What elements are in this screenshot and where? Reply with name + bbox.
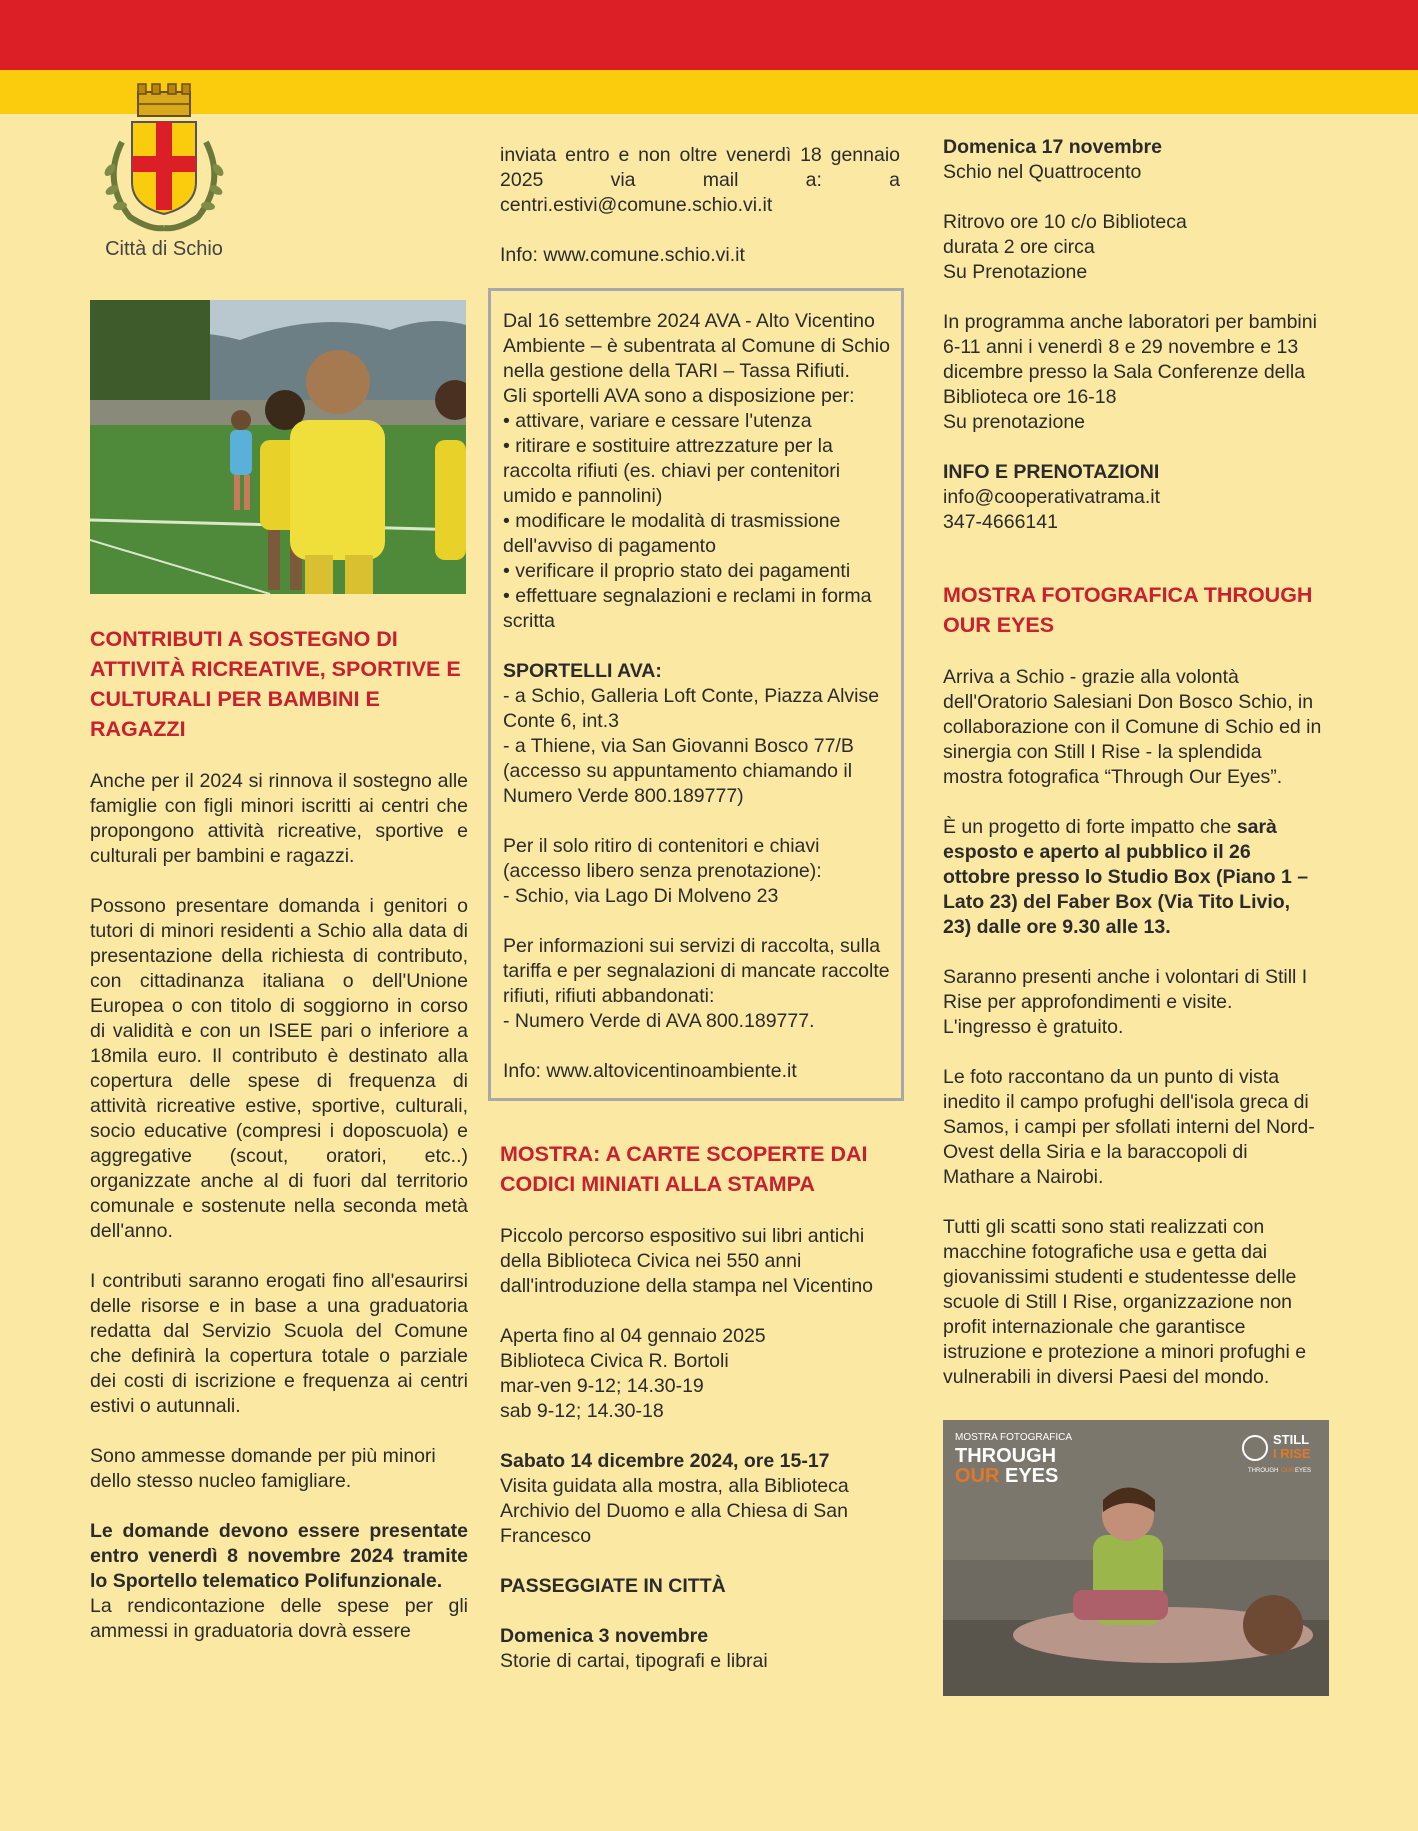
poster-title-eyes: EYES (1005, 1465, 1059, 1487)
walk-2-text: Schio nel Quattrocento (943, 161, 1142, 183)
walks-heading: PASSEGGIATE IN CITTÀ (500, 1575, 726, 1597)
guided-visit (500, 1449, 900, 1549)
poster-tagline-b: OUR (1281, 1468, 1295, 1474)
ava-website: Info: www.altovicentinoambiente.it (503, 1060, 797, 1082)
mostra-hours (500, 1324, 900, 1424)
detail-line: Su Prenotazione (943, 261, 1088, 283)
list-item: • ritirare e sostituire attrezzature per la raccolta rifiuti (es. chiavi per contenitori umido e pannolini) (503, 435, 841, 507)
exhibit-intro: Arriva a Schio - grazie alla volontà dell'Oratorio Salesiani Don Bosco Schio, in collaborazione con il Comune di Schio ed in sinergia con Still I Rise - la splendida mostra fotografica “Through Our Eyes”. (943, 666, 1322, 788)
ava-intro: Dal 16 settembre 2024 AVA - Alto Vicentino Ambiente – è subentrata al Comune di Schio nella gestione della TARI – Tassa Rifiuti. (503, 310, 890, 382)
mostra-fotografica-heading: MOSTRA FOTOGRAFICA THROUGH OUR EYES (943, 583, 1313, 637)
contact-block (943, 460, 1323, 535)
info-block (503, 934, 891, 1034)
contributi-multiple: Sono ammesse domande per più minori dello stesso nucleo famigliare. (90, 1445, 436, 1492)
deadline-rest: La rendicontazione delle spese per gli ammessi in graduatoria dovrà essere (90, 1595, 468, 1642)
contributi-requirements: Possono presentare domanda i genitori o tutori di minori residenti a Schio alla data di presentazione della richiesta di contributo, con cittadinanza italiana o dell'Unione Europea o con titolo di soggiorno in corso di validità e con un ISEE pari o inferiore a 18mila euro. Il contributo è destinato alla copertura delle spese di frequenza di attività ricreative estive, sportive, culturali, socio educative (compresi i doposcuola) e aggregative (scout, oratori, etc..) organizzate anche al di fuori dal territorio comunale e sostenute nella seconda metà dell'anno. (90, 895, 468, 1242)
walk-2-title: Domenica 17 novembre (943, 136, 1162, 158)
ritiro-line: - Schio, via Lago Di Molveno 23 (503, 885, 779, 907)
exhibit-places: Le foto raccontano da un punto di vista inedito il campo profughi dell'isola greca di Samos, i campi per sfollati interni del Nord-Ovest della Siria e la baraccopoli di Mathare a Nairobi. (943, 1066, 1315, 1188)
deadline-bold: Le domande devono essere presentate entro venerdì 8 novembre 2024 tramite lo Sportello telematico Polifunzionale. (90, 1520, 468, 1592)
walk-1 (500, 1624, 900, 1674)
sportelli-line: - a Schio, Galleria Loft Conte, Piazza Alvise Conte 6, int.3 (503, 685, 880, 732)
city-name: Città di Schio (105, 238, 223, 260)
exhibit-dates (943, 815, 1323, 940)
poster-title-our: OUR (955, 1465, 1000, 1487)
ava-services-list (503, 409, 891, 634)
contact-email: info@cooperativatrama.it (943, 486, 1161, 508)
labs-text: In programma anche laboratori per bambini 6-11 anni i venerdì 8 e 29 novembre e 13 dicembre presso la Sala Conferenze della Biblioteca ore 16-18 (943, 311, 1317, 408)
contributi-allocation: I contributi saranno erogati fino all'esaurirsi delle risorse e in base a una graduatoria redatta dal Servizio Scuola del Comune che definirà la copertura totale o parziale dei costi di iscrizione e frequenza ai centri estivi o autunnali. (90, 1270, 468, 1417)
info-line: - Numero Verde di AVA 800.189777. (503, 1010, 815, 1032)
submission-email: inviata entro e non oltre venerdì 18 gennaio 2025 via mail a: a centri.estivi@comune.schio.vi.it (500, 144, 900, 216)
contributi-deadline (90, 1519, 468, 1644)
exhibit-dates-text: È un progetto di forte impatto che (943, 816, 1237, 838)
list-item: • verificare il proprio stato dei pagamenti (503, 560, 851, 582)
ritiro-block (503, 834, 891, 909)
city-logo (90, 82, 238, 282)
list-item: • attivare, variare e cessare l'utenza (503, 410, 812, 432)
contact-phone: 347-4666141 (943, 511, 1058, 533)
contributi-intro: Anche per il 2024 si rinnova il sostegno alle famiglie con figli minori iscritti ai centri che propongono attività ricreative, sportive e culturali per bambini e ragazzi. (90, 770, 468, 867)
coat-of-arms-icon (90, 82, 238, 232)
walk-2-details (943, 210, 1323, 285)
hours-line: Biblioteca Civica R. Bortoli (500, 1350, 729, 1372)
walk-1-title: Domenica 3 novembre (500, 1625, 709, 1647)
walk-2 (943, 135, 1323, 185)
poster-brand-2: I RISE (1273, 1446, 1311, 1461)
hours-line: Aperta fino al 04 gennaio 2025 (500, 1325, 766, 1347)
header-red-band (0, 0, 1418, 70)
visit-text: Visita guidata alla mostra, alla Biblioteca Archivio del Duomo e alla Chiesa di San Francesco (500, 1475, 849, 1547)
poster-title-1: THROUGH (955, 1445, 1057, 1467)
hours-line: sab 9-12; 14.30-18 (500, 1400, 664, 1422)
sportelli-line: - a Thiene, via San Giovanni Bosco 77/B (503, 735, 854, 757)
column-3 (943, 135, 1323, 1696)
list-item: • effettuare segnalazioni e reclami in forma scritta (503, 585, 872, 632)
hours-line: mar-ven 9-12; 14.30-19 (500, 1375, 704, 1397)
column-1 (90, 300, 468, 1644)
ritiro-line: Per il solo ritiro di contenitori e chiavi (accesso libero senza prenotazione): (503, 835, 822, 882)
sportelli-block (503, 659, 891, 809)
sportelli-line: (accesso su appuntamento chiamando il Numero Verde 800.189777) (503, 760, 853, 807)
ava-lead: Gli sportelli AVA sono a disposizione per: (503, 385, 855, 407)
through-our-eyes-poster (943, 1420, 1329, 1696)
exhibit-photographers: Tutti gli scatti sono stati realizzati con macchine fotografiche usa e getta dai giovanissimi studenti e studentesse delle scuole di Still I Rise, organizzazione non profit internazionale che garantisce istruzione e protezione a minori profughi e vulnerabili in diversi Paesi del mondo. (943, 1216, 1307, 1388)
detail-line: durata 2 ore circa (943, 236, 1095, 258)
exhibit-volunteers: Saranno presenti anche i volontari di Still I Rise per approfondimenti e visite. L'ingresso è gratuito. (943, 966, 1308, 1038)
sportelli-title: SPORTELLI AVA: (503, 660, 662, 682)
column-2 (500, 143, 900, 1674)
detail-line: Ritrovo ore 10 c/o Biblioteca (943, 211, 1187, 233)
labs-booking: Su prenotazione (943, 411, 1086, 433)
labs-block (943, 310, 1323, 435)
visit-title: Sabato 14 dicembre 2024, ore 15-17 (500, 1450, 830, 1472)
poster-tagline-c: EYES (1295, 1468, 1312, 1474)
info-comune: Info: www.comune.schio.vi.it (500, 244, 745, 266)
contact-title: INFO E PRENOTAZIONI (943, 461, 1160, 483)
children-football-photo (90, 300, 466, 594)
mostra-carte-heading: MOSTRA: A CARTE SCOPERTE DAI CODICI MINIATI ALLA STAMPA (500, 1142, 868, 1196)
mostra-description: Piccolo percorso espositivo sui libri antichi della Biblioteca Civica nei 550 anni dall'introduzione della stampa nel Vicentino (500, 1225, 874, 1297)
poster-kicker: MOSTRA FOTOGRAFICA (955, 1432, 1073, 1443)
exhibit-dates-bold: sarà esposto e aperto al pubblico il 26 ottobre presso lo Studio Box (Piano 1 – Lato 23) del Faber Box (Via Tito Livio, 23) dalle ore 9.30 alle 13. (943, 816, 1309, 938)
ava-box (488, 288, 904, 1101)
contributi-heading: CONTRIBUTI A SOSTEGNO DI ATTIVITÀ RICREATIVE, SPORTIVE E CULTURALI PER BAMBINI E RAGAZZI (90, 627, 461, 741)
list-item: • modificare le modalità di trasmissione dell'avviso di pagamento (503, 510, 841, 557)
poster-brand-1: STILL (1273, 1432, 1310, 1447)
info-line: Per informazioni sui servizi di raccolta, sulla tariffa e per segnalazioni di mancate raccolte rifiuti, rifiuti abbandonati: (503, 935, 890, 1007)
poster-tagline-a: THROUGH (1248, 1468, 1279, 1474)
walk-1-text: Storie di cartai, tipografi e librai (500, 1650, 768, 1672)
